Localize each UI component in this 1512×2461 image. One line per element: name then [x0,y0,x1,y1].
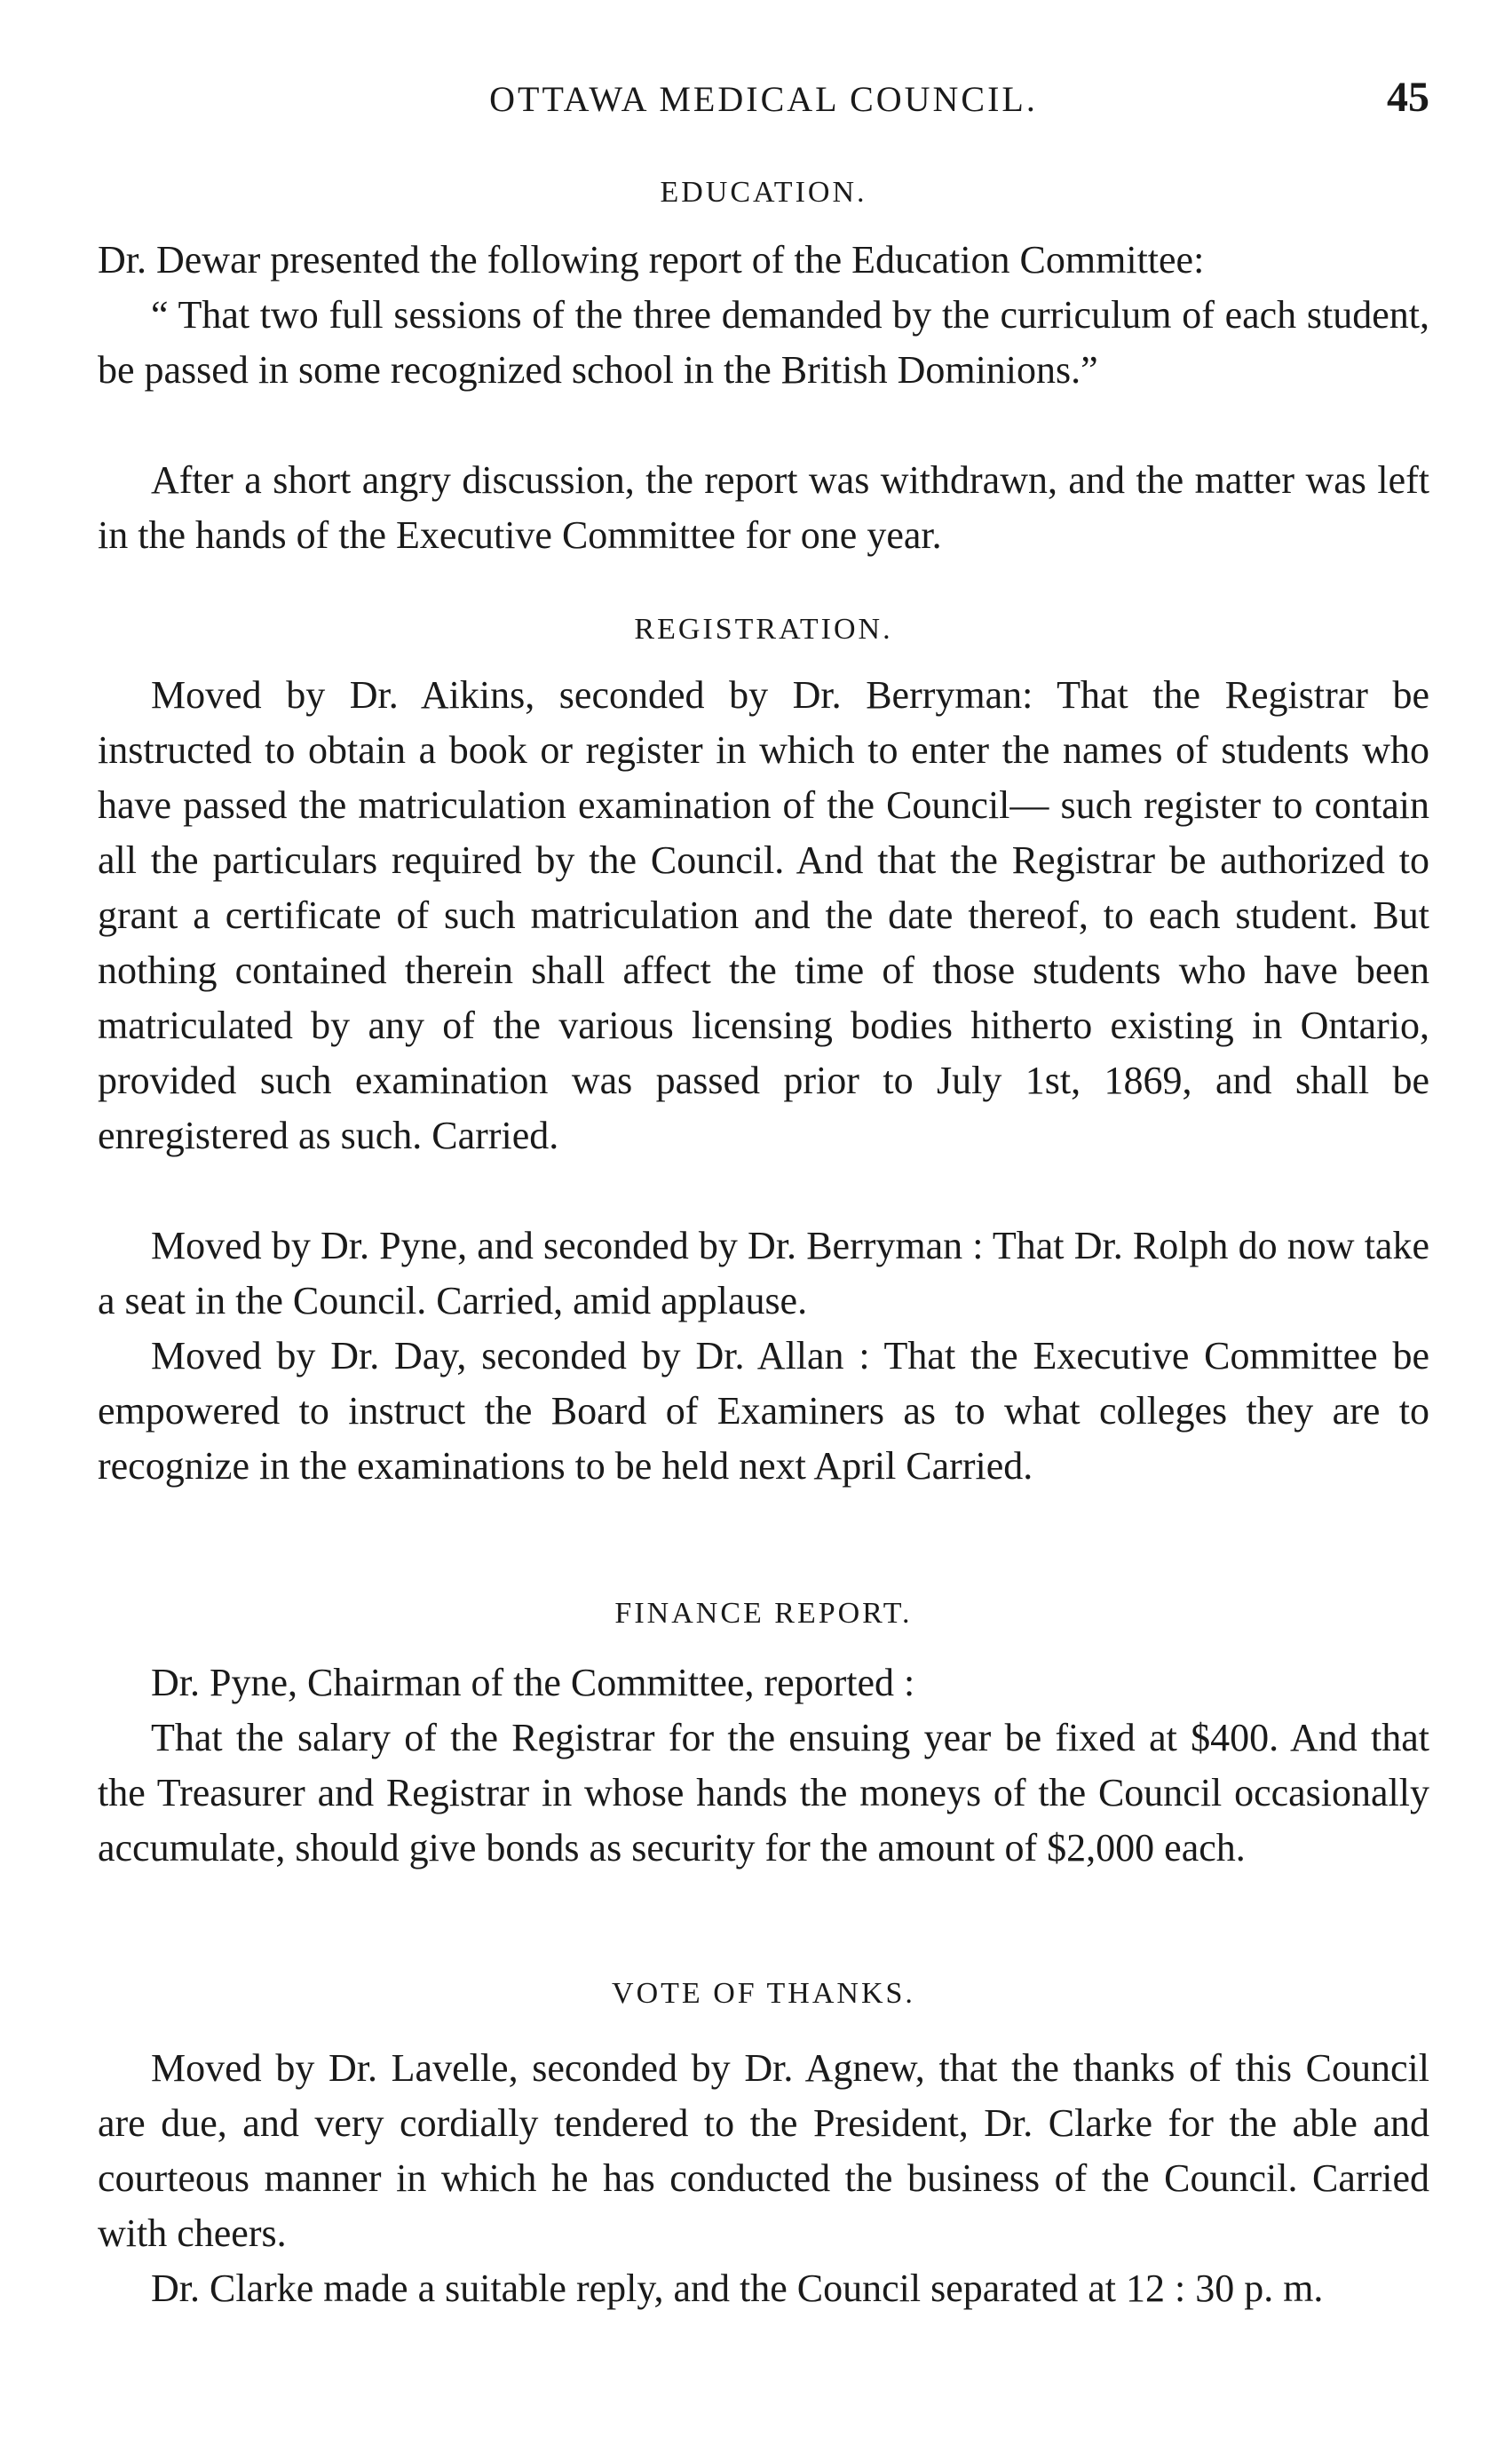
running-head [98,74,1429,131]
registration-paragraph-3: Moved by Dr. Day, seconded by Dr. Allan : That the Executive Committee be empowered to instruct the Board of Examiners as to what colleges they are to recognize in the examinations to be held next April Carried. [98,1334,1429,1488]
section-heading-thanks: VOTE OF THANKS. [612,1977,915,2010]
registration-paragraph-2: Moved by Dr. Pyne, and seconded by Dr. Berryman : That Dr. Rolph do now take a seat in the Council. Carried, amid applause. [98,1224,1429,1322]
section-heading-registration: REGISTRATION. [634,613,893,646]
registration-paragraph-1: Moved by Dr. Aikins, seconded by Dr. Berryman: That the Registrar be instructed to obtain a book or register in which to enter the names of students who have passed the matriculation examination of the Council— such register to contain all the particulars required by the Council. And that the Registrar be authorized to grant a certificate of such matriculation and the date thereof, to each student. But nothing contained therein shall affect the time of those students who have been matriculated by any of the various licensing bodies hitherto existing in Ontario, provided such examination was passed prior to July 1st, 1869, and shall be enregistered as such. Carried. [98,673,1429,1157]
thanks-paragraph-1: Moved by Dr. Lavelle, seconded by Dr. Agnew, that the thanks of this Council are due, and very cordially tendered to the President, Dr. Clarke for the able and courteous manner in which he has conducted the business of the Council. Carried with cheers. [98,2046,1429,2255]
section-heading-finance: FINANCE REPORT. [614,1597,913,1630]
finance-paragraph-2: That the salary of the Registrar for the ensuing year be fixed at $400. And that the Treasurer and Registrar in whose hands the moneys of the Council occasionally accumulate, should give bonds as security for the amount of $2,000 each. [98,1716,1429,1870]
education-paragraph-2: “ That two full sessions of the three demanded by the curriculum of each student, be passed in some recognized school in the British Dominions.” [98,293,1429,392]
section-heading-education: EDUCATION. [660,176,867,209]
thanks-paragraph-2: Dr. Clarke made a suitable reply, and the Council separated at 12 : 30 p. m. [151,2267,1324,2310]
education-paragraph-3: After a short angry discussion, the report was withdrawn, and the matter was left in the hands of the Executive Committee for one year. [98,458,1429,557]
running-title: OTTAWA MEDICAL COUNCIL. [489,79,1038,119]
page-number: 45 [1387,74,1429,121]
education-paragraph-1: Dr. Dewar presented the following report of the Education Committee: [98,238,1205,282]
finance-paragraph-1: Dr. Pyne, Chairman of the Committee, reported : [151,1661,915,1704]
